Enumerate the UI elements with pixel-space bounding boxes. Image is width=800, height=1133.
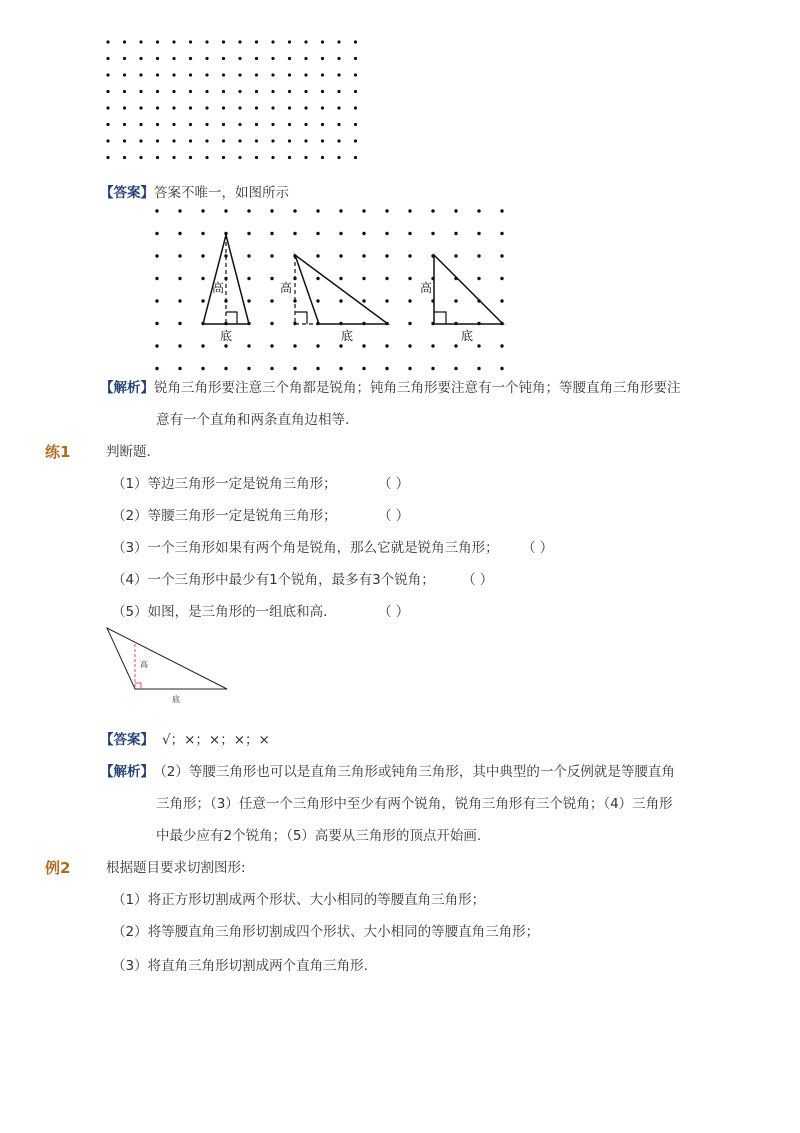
analysis-text-2: 意有一个直角和两条直角边相等.	[156, 412, 350, 428]
grid-dot	[271, 106, 274, 109]
grid-dot	[156, 57, 159, 60]
grid-dot	[500, 209, 503, 212]
grid-dot	[224, 367, 227, 370]
answer-diagram	[145, 200, 525, 380]
grid-dot	[354, 139, 357, 142]
grid-dot	[255, 40, 258, 43]
grid-dot	[172, 73, 175, 76]
grid-dot	[201, 367, 204, 370]
grid-dot	[270, 232, 273, 235]
question-text: （5）如图，是三角形的一组底和高.	[112, 604, 328, 620]
grid-dot	[304, 156, 307, 159]
grid-dot	[123, 57, 126, 60]
grid-dot	[271, 73, 274, 76]
analysis-text-2: 三角形；（3）任意一个三角形中至少有两个锐角，锐角三角形有三个锐角；（4）三角形	[156, 796, 673, 812]
answer-line-2	[100, 730, 270, 750]
grid-dot	[431, 232, 434, 235]
grid-dot	[270, 367, 273, 370]
answer-text: 答案不唯一，如图所示	[154, 185, 289, 201]
question-3	[112, 538, 499, 558]
grid-dot	[431, 344, 434, 347]
grid-dot	[408, 254, 411, 257]
right-angle-mark-2	[295, 312, 307, 324]
grid-dot	[201, 209, 204, 212]
grid-dot	[321, 139, 324, 142]
grid-dot	[321, 90, 324, 93]
grid-dot	[139, 90, 142, 93]
grid-dot	[222, 90, 225, 93]
grid-dot	[477, 344, 480, 347]
grid-dot	[339, 209, 342, 212]
grid-dot	[354, 106, 357, 109]
grid-dot	[354, 123, 357, 126]
grid-dot	[337, 123, 340, 126]
grid-dot	[156, 156, 159, 159]
grid-dot	[172, 156, 175, 159]
grid-dot	[339, 254, 342, 257]
grid-dot	[247, 277, 250, 280]
grid-dot	[155, 322, 158, 325]
grid-dot	[362, 209, 365, 212]
analysis-line-1	[100, 378, 681, 398]
grid-dot	[156, 90, 159, 93]
grid-dot	[139, 123, 142, 126]
base-label-2: 底	[341, 329, 354, 343]
grid-dot	[155, 277, 158, 280]
triangle-obtuse	[295, 255, 388, 324]
grid-dot	[288, 73, 291, 76]
grid-dot	[172, 139, 175, 142]
grid-dot	[178, 209, 181, 212]
grid-dot	[339, 344, 342, 347]
grid-dot	[270, 277, 273, 280]
grid-dot	[205, 90, 208, 93]
grid-dot	[321, 106, 324, 109]
grid-dot	[156, 139, 159, 142]
grid-dot	[238, 90, 241, 93]
grid-dot	[288, 139, 291, 142]
grid-dot	[106, 90, 109, 93]
grid-dot	[255, 73, 258, 76]
grid-dot	[255, 106, 258, 109]
grid-dot	[247, 367, 250, 370]
grid-dot	[408, 209, 411, 212]
grid-dot	[477, 232, 480, 235]
right-angle-mark	[135, 683, 141, 689]
grid-dot	[385, 344, 388, 347]
grid-dot	[477, 367, 480, 370]
grid-dot	[293, 209, 296, 212]
grid-dot	[123, 139, 126, 142]
grid-dot	[255, 90, 258, 93]
grid-dot	[178, 277, 181, 280]
grid-dot	[155, 367, 158, 370]
grid-dot	[271, 90, 274, 93]
grid-dot	[238, 57, 241, 60]
grid-dot	[408, 277, 411, 280]
grid-dot	[106, 40, 109, 43]
grid-dot	[155, 254, 158, 257]
grid-dot	[362, 367, 365, 370]
grid-dot	[454, 299, 457, 302]
grid-dot	[155, 299, 158, 302]
grid-dot	[247, 209, 250, 212]
grid-dot	[178, 322, 181, 325]
grid-dot	[247, 254, 250, 257]
grid-dot	[205, 123, 208, 126]
grid-dot	[106, 139, 109, 142]
grid-dot	[362, 344, 365, 347]
grid-dot	[238, 40, 241, 43]
grid-dot	[431, 367, 434, 370]
grid-dot	[304, 57, 307, 60]
grid-dot	[172, 123, 175, 126]
grid-dot	[270, 344, 273, 347]
analysis-line-2	[156, 410, 349, 430]
grid-dot	[477, 277, 480, 280]
grid-dot	[454, 344, 457, 347]
grid-dot	[156, 106, 159, 109]
answer-paren-2[interactable]: （ ）	[378, 508, 410, 524]
grid-dot	[189, 156, 192, 159]
grid-dot	[408, 367, 411, 370]
base-label-1: 底	[220, 329, 233, 343]
grid-dot	[222, 57, 225, 60]
grid-dot	[201, 299, 204, 302]
top-dot-grid	[95, 30, 370, 165]
height-label-2: 高	[280, 281, 293, 295]
grid-dot	[321, 156, 324, 159]
grid-dot	[337, 156, 340, 159]
grid-dot	[123, 73, 126, 76]
analysis2-line-2	[156, 794, 673, 814]
grid-dot	[316, 344, 319, 347]
grid-dot	[106, 106, 109, 109]
grid-dot	[293, 367, 296, 370]
grid-dot	[123, 123, 126, 126]
grid-dot	[271, 123, 274, 126]
question-text: （4）一个三角形中最少有1个锐角，最多有3个锐角；	[112, 572, 435, 588]
question-text: （3）一个三角形如果有两个角是锐角，那么它就是锐角三角形；	[112, 540, 499, 556]
grid-dot	[189, 139, 192, 142]
analysis-text-3: 中最少应有2个锐角；（5）高要从三角形的顶点开始画.	[156, 828, 482, 844]
grid-dot	[156, 73, 159, 76]
analysis2-line-1	[100, 762, 675, 782]
example-title: 根据题目要求切割图形:	[106, 860, 246, 876]
base-label-3: 底	[461, 329, 474, 343]
grid-dot	[205, 106, 208, 109]
grid-dot	[271, 156, 274, 159]
grid-dot	[385, 232, 388, 235]
question-2	[112, 506, 337, 526]
grid-dot	[362, 232, 365, 235]
grid-dot	[288, 57, 291, 60]
grid-dot	[155, 344, 158, 347]
grid-dot	[339, 232, 342, 235]
grid-dot	[316, 209, 319, 212]
grid-dot	[222, 156, 225, 159]
grid-dot	[123, 106, 126, 109]
grid-dot	[172, 57, 175, 60]
grid-dot	[139, 57, 142, 60]
example-label: 例2	[45, 859, 71, 877]
grid-dot	[304, 123, 307, 126]
grid-dot	[271, 40, 274, 43]
grid-dot	[238, 106, 241, 109]
question-5	[112, 602, 327, 622]
grid-dot	[189, 123, 192, 126]
grid-dot	[288, 90, 291, 93]
grid-dot	[172, 40, 175, 43]
grid-dot	[178, 344, 181, 347]
analysis-text-1: 锐角三角形要注意三个角都是锐角；钝角三角形要注意有一个钝角；等腰直角三角形要注	[154, 380, 681, 396]
grid-dot	[288, 40, 291, 43]
height-label-1: 高	[212, 281, 225, 295]
height-label-3: 高	[420, 281, 433, 295]
grid-dot	[454, 232, 457, 235]
grid-dot	[321, 40, 324, 43]
analysis2-line-3	[156, 826, 481, 846]
grid-dot	[385, 277, 388, 280]
grid-dot	[316, 367, 319, 370]
grid-dot	[156, 40, 159, 43]
grid-dot	[201, 232, 204, 235]
grid-dot	[321, 57, 324, 60]
analysis-tag: 【解析】	[100, 380, 154, 396]
grid-dot	[477, 254, 480, 257]
question-text: （1）等边三角形一定是锐角三角形；	[112, 476, 337, 492]
answer-tag: 【答案】	[100, 732, 154, 748]
base-label: 底	[172, 695, 180, 704]
grid-dot	[304, 106, 307, 109]
grid-dot	[477, 209, 480, 212]
grid-dot	[189, 90, 192, 93]
analysis-tag: 【解析】	[100, 764, 154, 780]
answer-paren-1[interactable]: （ ）	[378, 476, 410, 492]
grid-dot	[270, 299, 273, 302]
grid-dot	[500, 277, 503, 280]
grid-dot	[222, 40, 225, 43]
grid-dot	[385, 299, 388, 302]
grid-dot	[354, 57, 357, 60]
practice-title: 判断题.	[106, 444, 151, 460]
grid-dot	[288, 106, 291, 109]
grid-dot	[205, 139, 208, 142]
grid-dot	[354, 73, 357, 76]
grid-dot	[288, 156, 291, 159]
grid-dot	[408, 344, 411, 347]
grid-dot	[316, 277, 319, 280]
grid-dot	[255, 139, 258, 142]
grid-dot	[139, 139, 142, 142]
grid-dot	[339, 277, 342, 280]
grid-dot	[385, 367, 388, 370]
height-label: 高	[140, 660, 148, 669]
grid-dot	[270, 322, 273, 325]
grid-dot	[408, 299, 411, 302]
grid-dot	[247, 232, 250, 235]
grid-dot	[321, 73, 324, 76]
grid-dot	[362, 254, 365, 257]
grid-dot	[172, 106, 175, 109]
right-angle-mark-1	[226, 312, 237, 324]
grid-dot	[106, 123, 109, 126]
grid-dot	[178, 254, 181, 257]
grid-dot	[106, 57, 109, 60]
grid-dot	[385, 254, 388, 257]
grid-dot	[288, 123, 291, 126]
grid-dot	[205, 57, 208, 60]
right-angle-mark-3	[434, 312, 446, 324]
grid-dot	[255, 156, 258, 159]
grid-dot	[362, 299, 365, 302]
grid-dot	[123, 40, 126, 43]
grid-dot	[293, 232, 296, 235]
grid-dot	[500, 367, 503, 370]
grid-dot	[247, 299, 250, 302]
grid-dot	[293, 344, 296, 347]
grid-dot	[189, 40, 192, 43]
grid-dot	[354, 156, 357, 159]
grid-dot	[270, 209, 273, 212]
grid-dot	[304, 90, 307, 93]
grid-dot	[139, 40, 142, 43]
grid-dot	[222, 106, 225, 109]
grid-dot	[178, 367, 181, 370]
grid-dot	[255, 57, 258, 60]
grid-dot	[304, 73, 307, 76]
grid-dot	[337, 73, 340, 76]
grid-dot	[189, 106, 192, 109]
grid-dot	[337, 139, 340, 142]
grid-dot	[178, 299, 181, 302]
grid-dot	[500, 299, 503, 302]
grid-dot	[354, 40, 357, 43]
grid-dot	[238, 156, 241, 159]
grid-dot	[339, 367, 342, 370]
answer-paren-3[interactable]: （ ）	[522, 540, 554, 556]
grid-dot	[238, 123, 241, 126]
grid-dot	[123, 90, 126, 93]
grid-dot	[205, 73, 208, 76]
grid-dot	[385, 209, 388, 212]
example-item-1: （1）将正方形切割成两个形状、大小相同的等腰直角三角形；	[112, 892, 486, 908]
grid-dot	[155, 209, 158, 212]
grid-dot	[316, 254, 319, 257]
grid-dot	[408, 322, 411, 325]
grid-dot	[362, 277, 365, 280]
grid-dot	[238, 73, 241, 76]
example-item-3: （3）将直角三角形切割成两个直角三角形.	[112, 958, 368, 974]
answer-paren-4[interactable]: （ ）	[462, 572, 494, 588]
grid-dot	[304, 40, 307, 43]
grid-dot	[500, 254, 503, 257]
grid-dot	[155, 232, 158, 235]
grid-dot	[339, 299, 342, 302]
grid-dot	[222, 139, 225, 142]
grid-dot	[139, 73, 142, 76]
grid-dot	[337, 106, 340, 109]
grid-dot	[354, 90, 357, 93]
grid-dot	[431, 209, 434, 212]
grid-dot	[454, 367, 457, 370]
grid-dot	[201, 277, 204, 280]
grid-dot	[316, 232, 319, 235]
grid-dot	[500, 232, 503, 235]
example-item-2: （2）将等腰直角三角形切割成四个形状、大小相同的等腰直角三角形；	[112, 924, 540, 940]
practice-label: 练1	[45, 443, 71, 461]
obtuse-triangle	[107, 628, 227, 689]
grid-dot	[106, 73, 109, 76]
triangle-right	[434, 255, 503, 324]
question-1	[112, 474, 337, 494]
answer-text: √；×；×；×；×	[162, 732, 270, 748]
grid-dot	[408, 232, 411, 235]
grid-dot	[255, 123, 258, 126]
grid-dot	[304, 139, 307, 142]
grid-dot	[224, 209, 227, 212]
grid-dot	[205, 40, 208, 43]
grid-dot	[201, 344, 204, 347]
grid-dot	[139, 106, 142, 109]
grid-dot	[337, 40, 340, 43]
grid-dot	[238, 139, 241, 142]
grid-dot	[189, 73, 192, 76]
grid-dot	[271, 139, 274, 142]
grid-dot	[178, 232, 181, 235]
grid-dot	[189, 57, 192, 60]
grid-dot	[454, 209, 457, 212]
answer-paren-5[interactable]: （ ）	[378, 604, 410, 620]
grid-dot	[139, 156, 142, 159]
grid-dot	[106, 156, 109, 159]
grid-dot	[205, 156, 208, 159]
grid-dot	[222, 123, 225, 126]
grid-dot	[201, 254, 204, 257]
answer-tag: 【答案】	[100, 185, 154, 201]
question-5-figure	[100, 622, 240, 708]
grid-dot	[224, 344, 227, 347]
question-text: （2）等腰三角形一定是锐角三角形；	[112, 508, 337, 524]
grid-dot	[270, 254, 273, 257]
grid-dot	[337, 90, 340, 93]
grid-dot	[172, 90, 175, 93]
grid-dot	[321, 123, 324, 126]
grid-dot	[222, 73, 225, 76]
grid-dot	[271, 57, 274, 60]
grid-dot	[247, 344, 250, 347]
analysis-text-1: （2）等腰三角形也可以是直角三角形或钝角三角形，其中典型的一个反例就是等腰直角	[160, 764, 675, 780]
grid-dot	[316, 299, 319, 302]
question-4	[112, 570, 435, 590]
grid-dot	[156, 123, 159, 126]
grid-dot	[337, 57, 340, 60]
grid-dot	[123, 156, 126, 159]
grid-dot	[500, 344, 503, 347]
grid-dot	[454, 254, 457, 257]
